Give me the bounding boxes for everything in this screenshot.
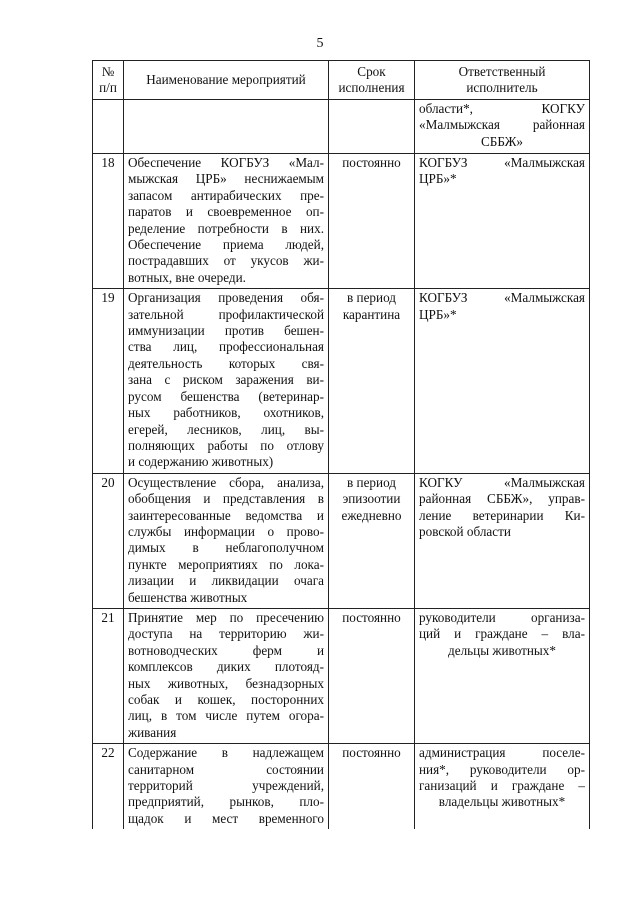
responsible-line: дельцы животных* xyxy=(448,642,556,658)
responsible-cell xyxy=(415,100,590,154)
deadline-line: карантина xyxy=(342,306,401,322)
measure-line: службы информации о прово- xyxy=(128,523,324,539)
measure-line: зательной профилактической xyxy=(128,306,324,322)
measure-cell xyxy=(124,154,329,289)
measure-line: вотных, вне очереди. xyxy=(128,269,246,285)
table-row xyxy=(93,289,590,473)
measure-line: запасом антирабических пре- xyxy=(128,187,324,203)
measure-line: бешенства животных xyxy=(128,589,248,605)
deadline-cell xyxy=(329,608,415,743)
row-number-cell: 18 xyxy=(93,154,124,289)
measure-line: димых в неблагополучном xyxy=(128,540,324,556)
responsible-cell xyxy=(415,473,590,608)
header-measure-name-text: Наименование мероприятий xyxy=(146,71,306,87)
row-number-cell: 22 xyxy=(93,744,124,830)
responsible-line: ЦРБ»* xyxy=(419,171,457,187)
measure-line: щадок и мест временного xyxy=(128,810,324,826)
deadline-cell xyxy=(329,100,415,154)
measure-cell xyxy=(124,608,329,743)
table-row xyxy=(93,608,590,743)
responsible-line: «Малмыжская районная xyxy=(419,117,585,133)
row-number-cell: 19 xyxy=(93,289,124,473)
deadline-line: постоянно xyxy=(342,155,401,170)
responsible-line: районная СББЖ», управ- xyxy=(419,491,585,507)
measure-line: и содержанию животных) xyxy=(128,454,274,470)
measure-cell xyxy=(124,100,329,154)
measure-line: вотноводческих ферм и xyxy=(128,642,324,658)
measure-line: ства лиц, профессиональная xyxy=(128,339,324,355)
responsible-line: ление ветеринарии Ки- xyxy=(419,507,585,523)
header-deadline-line: исполнения xyxy=(338,80,405,95)
measure-line: обобщения и представления в xyxy=(128,491,324,507)
deadline-line: в период xyxy=(346,474,396,490)
deadline-line: эпизоотии xyxy=(342,491,401,507)
table-row xyxy=(93,744,590,830)
row-number-cell xyxy=(93,100,124,154)
header-responsible xyxy=(415,61,590,100)
measure-line: русом бешенства (ветеринар- xyxy=(128,388,324,404)
deadline-line: постоянно xyxy=(342,609,401,625)
header-number-line: п/п xyxy=(99,80,117,95)
responsible-cell xyxy=(415,289,590,473)
responsible-cell xyxy=(415,608,590,743)
measure-line: лиц, в том числе путем огора- xyxy=(128,708,324,724)
measure-line: паратов и своевременное оп- xyxy=(128,204,324,220)
deadline-cell xyxy=(329,473,415,608)
responsible-line: ровской области xyxy=(419,523,511,539)
measure-line: санитарном состоянии xyxy=(128,761,324,777)
deadline-cell xyxy=(329,289,415,473)
header-deadline xyxy=(329,61,415,100)
measure-line: собак и кошек, посторонних xyxy=(128,692,324,707)
page-number: 5 xyxy=(316,36,324,51)
responsible-line: администрация поселе- xyxy=(419,745,585,761)
responsible-line: руководители организа- xyxy=(419,609,585,625)
table-row xyxy=(93,473,590,608)
deadline-cell xyxy=(329,154,415,289)
measure-line: комплексов диких плотояд- xyxy=(128,659,324,675)
responsible-line: ций и граждане – вла- xyxy=(419,626,585,642)
deadline-cell xyxy=(329,744,415,830)
measure-line: ределение потребности в них. xyxy=(128,220,324,236)
measure-cell xyxy=(124,289,329,473)
header-responsible-line: исполнитель xyxy=(466,80,538,95)
measure-line: Принятие мер по пресечению xyxy=(128,609,324,625)
responsible-line: области*, КОГКУ xyxy=(419,101,585,116)
measure-line: полняющих работы по отлову xyxy=(128,437,324,453)
measure-line: ных работников, охотников, xyxy=(128,405,324,421)
responsible-cell xyxy=(415,744,590,830)
measure-line: мыжская ЦРБ» неснижаемым xyxy=(128,171,324,187)
measure-line: Организация проведения обя- xyxy=(128,290,324,306)
measures-table xyxy=(92,60,590,829)
responsible-cell xyxy=(415,154,590,289)
responsible-line: КОГКУ «Малмыжская xyxy=(419,474,585,490)
table-row xyxy=(93,154,590,289)
deadline-line: в период xyxy=(346,290,396,306)
deadline-line: ежедневно xyxy=(341,507,402,523)
measure-line: Содержание в надлежащем xyxy=(128,745,324,761)
measure-line: доступа на территорию жи- xyxy=(128,626,324,642)
measure-cell xyxy=(124,744,329,830)
deadline-line: постоянно xyxy=(342,745,401,761)
measure-line: Обеспечение приема людей, xyxy=(128,237,324,253)
table-header-row xyxy=(93,61,590,100)
header-measure-name xyxy=(124,61,329,100)
measure-line: егерей, лесников, лиц, вы- xyxy=(128,421,324,437)
header-responsible-line: Ответственный xyxy=(458,63,546,79)
measure-line: территорий учреждений, xyxy=(128,778,324,794)
responsible-line: ЦРБ»* xyxy=(419,306,457,322)
header-number-line: № xyxy=(101,63,115,79)
responsible-line: ганизаций и граждане – xyxy=(419,778,585,794)
header-deadline-line: Срок xyxy=(357,63,386,79)
measure-line: иммунизации против бешен- xyxy=(128,323,324,339)
measure-line: Осуществление сбора, анализа, xyxy=(128,474,324,490)
responsible-line: КОГБУЗ «Малмыжская xyxy=(419,155,585,170)
measure-line: ных животных, безнадзорных xyxy=(128,675,324,691)
table-row xyxy=(93,100,590,154)
row-number-cell: 20 xyxy=(93,473,124,608)
row-number-cell: 21 xyxy=(93,608,124,743)
responsible-line: КОГБУЗ «Малмыжская xyxy=(419,290,585,306)
measure-line: живания xyxy=(128,724,177,740)
header-number xyxy=(93,61,124,100)
measure-line: пункте мероприятиях по лока- xyxy=(128,556,324,572)
measure-line: Обеспечение КОГБУЗ «Мал- xyxy=(128,155,324,170)
measure-line: зана с риском заражения ви- xyxy=(128,372,324,388)
measure-line: заинтересованные ведомства и xyxy=(128,507,324,523)
responsible-line: ния*, руководители ор- xyxy=(419,761,585,777)
measure-line: пострадавших от укусов жи- xyxy=(128,253,324,269)
responsible-line: владельцы животных* xyxy=(438,794,566,810)
measure-line: предприятий, рынков, пло- xyxy=(128,794,324,810)
measure-line: лизации и ликвидации очага xyxy=(128,573,324,589)
measure-line: деятельность которых свя- xyxy=(128,355,324,371)
responsible-line: СББЖ» xyxy=(480,133,524,149)
measure-cell xyxy=(124,473,329,608)
